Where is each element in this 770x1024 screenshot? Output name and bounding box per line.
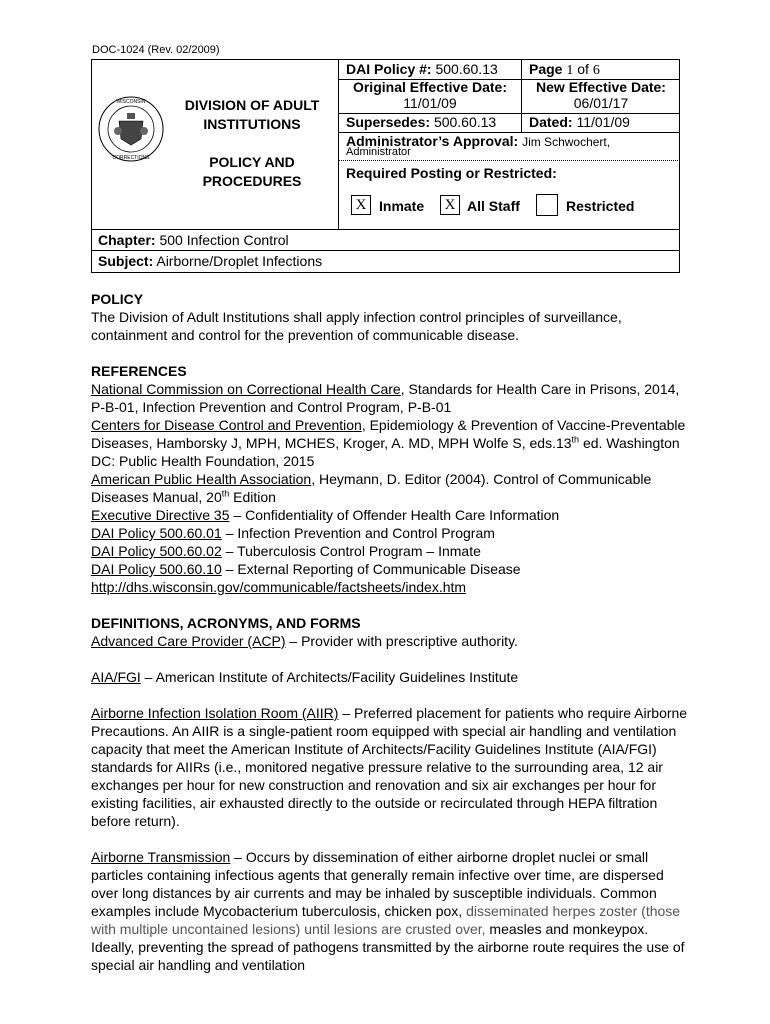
policy-procedures-line-2: PROCEDURES <box>202 173 302 189</box>
policy-number-cell: DAI Policy #: 500.60.13 <box>346 61 498 77</box>
new-effective-value: 06/01/17 <box>573 95 629 111</box>
header-dotted-line <box>338 160 680 161</box>
reference-dhs-url <box>91 578 691 596</box>
restricted-checkbox[interactable] <box>536 194 558 216</box>
svg-text:CORRECTIONS: CORRECTIONS <box>112 155 150 161</box>
cdc-link[interactable]: Centers for Disease Control and Prevention <box>91 417 362 433</box>
reference-dai-10: DAI Policy 500.60.10 – External Reporting of Communicable Disease <box>91 561 521 577</box>
reference-cdc: Centers for Disease Control and Prevention, Epidemiology & Prevention of Vaccine-Preventable Diseases, Hamborsky J, MPH, MCHES, Kroger, A. MD, MPH Wolfe S, eds.13th ed. Washington DC: Public Health Foundation, 2015 <box>91 417 686 469</box>
reference-dai-01: DAI Policy 500.60.01 – Infection Prevention and Control Program <box>91 525 495 541</box>
document-body <box>91 290 691 974</box>
reference-dai-02: DAI Policy 500.60.02 – Tuberculosis Control Program – Inmate <box>91 543 481 559</box>
definition-aiir: Airborne Infection Isolation Room (AIIR) – Preferred placement for patients who require Airborne Precautions. An AIIR is a single-patient room equipped with special air handling and ventilation capacity that meet the American Institute of Architects/Facility Guidelines Institute (AIA/FGI) standards for AIIRs (i.e., monitored negative pressure relative to the surrounding area, 12 air exchanges per hour for new construction and renovation and six air exchanges per hour for existing facilities, air exhausted directly to the outside or recirculated through HEPA filtration before return). <box>91 705 688 829</box>
references-heading: REFERENCES <box>91 363 187 379</box>
inmate-checkbox[interactable]: X <box>351 195 371 215</box>
definition-aia-fgi: AIA/FGI – American Institute of Architects/Facility Guidelines Institute <box>91 669 519 685</box>
reference-ncchc: National Commission on Correctional Health Care, Standards for Health Care in Prisons, 2014, P-B-01, Infection Prevention and Control Program, P-B-01 <box>91 381 680 415</box>
division-line-1: DIVISION OF ADULT <box>184 97 320 113</box>
reference-ed35: Executive Directive 35 – Confidentiality of Offender Health Care Information <box>91 507 560 523</box>
reference-apha: American Public Health Association, Heymann, D. Editor (2004). Control of Communicable Diseases Manual, 20th Edition <box>91 471 652 505</box>
restricted-label: Restricted <box>566 198 635 214</box>
svg-text:WISCONSIN: WISCONSIN <box>116 99 146 105</box>
dated-cell: Dated: 11/01/09 <box>529 114 630 130</box>
original-effective-label: Original Effective Date: <box>352 79 508 95</box>
dai-500-60-01-link[interactable]: DAI Policy 500.60.01 <box>91 525 222 541</box>
definition-airborne-transmission: Airborne Transmission – Occurs by dissemination of either airborne droplet nuclei or small particles containing infectious agents that generally remain infective over time, are dispersed over long distances by air currents and may be inhaled by susceptible individuals. Common examples include Mycobacterium tuberculosis, chicken pox, disseminated herpes zoster (those with multiple uncontained lesions) until lesions are crusted over, measles and monkeypox. Ideally, preventing the spread of pathogens transmitted by the airborne route requires the use of special air handling and ventilation <box>91 849 685 973</box>
dai-500-60-02-link[interactable]: DAI Policy 500.60.02 <box>91 543 222 559</box>
all-staff-checkbox[interactable]: X <box>440 195 460 215</box>
chapter-subject-box <box>91 229 680 273</box>
inmate-label: Inmate <box>379 198 425 214</box>
new-effective-label: New Effective Date: <box>536 79 666 95</box>
policy-text: The Division of Adult Institutions shall apply infection control principles of surveillance, containment and control for the prevention of communicable disease. <box>91 309 622 343</box>
division-line-2: INSTITUTIONS <box>203 116 301 132</box>
policy-heading: POLICY <box>91 291 144 307</box>
original-effective-value: 11/01/09 <box>403 95 457 111</box>
all-staff-label: All Staff <box>467 198 520 214</box>
posting-label: Required Posting or Restricted: <box>346 165 557 181</box>
supersedes-cell: Supersedes: 500.60.13 <box>346 114 497 130</box>
subject-row: Subject: Airborne/Droplet Infections <box>98 253 323 269</box>
admin-approval-cell: Administrator’s Approval: Jim Schwochert, <box>346 133 611 149</box>
chapter-row: Chapter: 500 Infection Control <box>98 232 289 248</box>
definition-acp: Advanced Care Provider (ACP) – Provider with prescriptive authority. <box>91 633 518 649</box>
wisconsin-seal-icon <box>97 95 165 163</box>
dai-500-60-10-link[interactable]: DAI Policy 500.60.10 <box>91 561 222 577</box>
page-cell: Page 1 of 6 <box>529 61 600 78</box>
dhs-factsheets-link[interactable]: http://dhs.wisconsin.gov/communicable/factsheets/index.htm <box>91 579 467 595</box>
document-number: DOC-1024 (Rev. 02/2009) <box>92 44 220 56</box>
ncchc-link[interactable]: National Commission on Correctional Health Care <box>91 381 401 397</box>
policy-procedures-line-1: POLICY AND <box>209 154 295 170</box>
ed35-link[interactable]: Executive Directive 35 <box>91 507 230 523</box>
definitions-heading: DEFINITIONS, ACRONYMS, AND FORMS <box>91 615 361 631</box>
admin-title: Administrator <box>346 146 411 158</box>
division-title <box>167 96 337 191</box>
apha-link[interactable]: American Public Health Association <box>91 471 312 487</box>
